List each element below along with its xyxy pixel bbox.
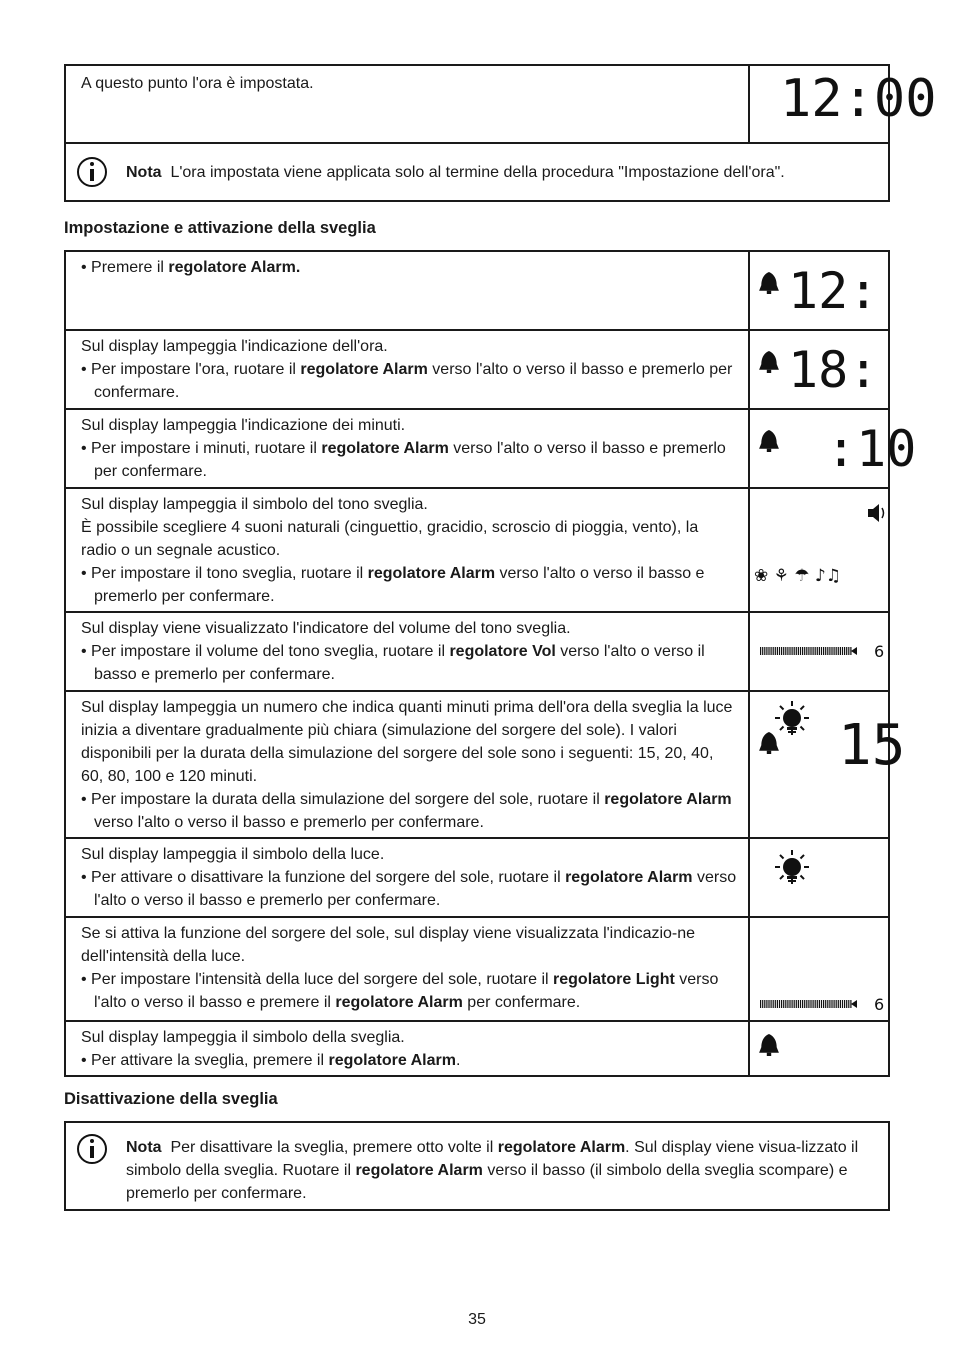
text-run: Sul display lampeggia il simbolo della sveglia. bbox=[81, 1029, 405, 1046]
text-line bbox=[81, 414, 738, 437]
step-row bbox=[66, 252, 888, 331]
step-row bbox=[66, 410, 917, 489]
step-text bbox=[66, 252, 748, 329]
text-line bbox=[81, 1026, 738, 1049]
text-run: Sul display lampeggia un numero che indica quanti minuti prima dell'ora della sveglia la luce inizia a diventare gradualmente più chiara (simulazione del sorgere del sole). I valori disponibili per la durata della simulazione del sorgere del sole sono i seguenti: 15, 20, 40, 60, 80, 100 e 120 minuti. bbox=[81, 699, 733, 785]
step-row bbox=[66, 918, 888, 1022]
bullet-line bbox=[81, 358, 738, 404]
lcd-time-digits bbox=[750, 66, 937, 142]
alarm-steps-table bbox=[64, 250, 917, 1077]
info-icon bbox=[66, 1123, 126, 1209]
text-line bbox=[81, 843, 738, 866]
text-line bbox=[81, 493, 738, 516]
bold-term: regolatore Vol bbox=[449, 643, 556, 660]
text-run: verso l'alto o verso il basso e premerlo per confermare. bbox=[94, 440, 726, 480]
text-run: Premere il bbox=[91, 259, 169, 276]
section-title-alarm-off: Disattivazione della sveglia bbox=[64, 1090, 278, 1108]
bullet: • bbox=[81, 791, 92, 808]
light-bulb-icon bbox=[775, 850, 809, 884]
info-icon-svg bbox=[66, 144, 126, 200]
lcd-graphic bbox=[750, 252, 888, 329]
bullet: • bbox=[81, 259, 92, 276]
bullet: • bbox=[81, 361, 92, 378]
text-line bbox=[81, 516, 738, 562]
bullet-line bbox=[81, 866, 738, 912]
info-icon bbox=[66, 144, 126, 200]
lcd-display bbox=[748, 331, 888, 408]
section-title-alarm-setup: Impostazione e attivazione della sveglia bbox=[64, 219, 376, 237]
text-run: Se si attiva la funzione del sorgere del sole, sul display viene visualizzata l'indicazio-ne dell'intensità della luce. bbox=[81, 925, 696, 965]
lcd-graphic bbox=[750, 410, 917, 487]
lcd-graphic bbox=[750, 489, 888, 611]
step-row bbox=[66, 1022, 888, 1075]
bell-icon bbox=[759, 1034, 779, 1056]
step-text bbox=[66, 331, 748, 408]
lcd-display bbox=[748, 410, 917, 487]
text-run: per confermare. bbox=[462, 994, 581, 1011]
bullet-line bbox=[81, 640, 738, 686]
lcd-time-text: 12:00 bbox=[780, 69, 937, 129]
bullet-line bbox=[81, 256, 738, 279]
bold-term: regolatore Alarm bbox=[300, 361, 428, 378]
text-run: Sul display viene visualizzato l'indicatore del volume del tono sveglia. bbox=[81, 620, 571, 637]
bold-term: regolatore Alarm bbox=[335, 994, 463, 1011]
text-run: verso il basso (il simbolo della sveglia scompare) e premerlo per confermare. bbox=[126, 1162, 848, 1202]
step-text bbox=[66, 410, 748, 487]
bold-term: regolatore Alarm bbox=[328, 1052, 456, 1069]
lcd-graphic bbox=[750, 331, 888, 408]
step-row bbox=[66, 839, 888, 918]
time-note-text bbox=[126, 161, 888, 184]
step-text bbox=[66, 613, 748, 690]
bold-term: regolatore Alarm bbox=[321, 440, 449, 457]
text-run: verso l'alto o verso il basso e premerlo per confermare. bbox=[94, 361, 733, 401]
bold-term: regolatore Alarm bbox=[604, 791, 732, 808]
text-run: verso l'alto o verso il basso e premerlo per confermare. bbox=[94, 814, 484, 831]
lcd-display bbox=[748, 918, 888, 1020]
text-line bbox=[81, 696, 738, 788]
lcd-display bbox=[748, 1022, 888, 1075]
text-run: Per attivare la sveglia, premere il bbox=[91, 1052, 329, 1069]
time-note bbox=[66, 144, 888, 200]
text-line bbox=[81, 335, 738, 358]
lcd-display bbox=[748, 613, 888, 690]
tone-icons: ❀ ⚘ ☂ ♪♫ bbox=[754, 566, 842, 586]
lcd-graphic bbox=[750, 918, 888, 1020]
note-body: L'ora impostata viene applicata solo al termine della procedura "Impostazione dell'ora". bbox=[170, 163, 785, 181]
bell-icon bbox=[759, 430, 779, 452]
bullet-line bbox=[81, 968, 738, 1014]
light-bulb-icon bbox=[775, 701, 809, 735]
bullet: • bbox=[81, 643, 92, 660]
step-text bbox=[66, 692, 748, 837]
time-set-row bbox=[66, 66, 937, 144]
note-label: Nota bbox=[126, 163, 162, 181]
alarm-off-note-text bbox=[126, 1123, 888, 1209]
volume-level: 6 bbox=[874, 642, 885, 661]
alarm-off-note bbox=[66, 1123, 888, 1209]
step-text bbox=[66, 489, 748, 611]
bold-term: regolatore Light bbox=[553, 971, 675, 988]
note-label: Nota bbox=[126, 1139, 162, 1156]
text-run: Sul display lampeggia il simbolo del tono sveglia. bbox=[81, 496, 428, 513]
step-text bbox=[66, 839, 748, 916]
lcd-digits: 12: bbox=[788, 262, 879, 320]
bell-icon bbox=[759, 272, 779, 294]
bold-term: regolatore Alarm bbox=[367, 565, 496, 582]
lcd-graphic bbox=[750, 613, 888, 690]
lcd-graphic bbox=[750, 1022, 888, 1075]
bullet: • bbox=[81, 565, 92, 582]
alarm-off-note-box bbox=[64, 1121, 890, 1211]
text-run: Sul display lampeggia l'indicazione dell'ora. bbox=[81, 338, 388, 355]
lcd-digits: :10 bbox=[826, 420, 917, 478]
text-run: verso l'alto o verso il basso e premerlo per confermare. bbox=[94, 869, 737, 909]
lcd-display-time bbox=[748, 66, 937, 142]
bullet-line bbox=[81, 562, 738, 608]
text-run: Per impostare l'intensità della luce del sorgere del sole, ruotare il bbox=[91, 971, 554, 988]
text-run: È possibile scegliere 4 suoni naturali (cinguettio, gracidio, scroscio di pioggia, vento), la radio o un segnale acustico. bbox=[81, 519, 699, 559]
step-row bbox=[66, 692, 906, 839]
text-run: Per impostare il tono sveglia, ruotare il bbox=[91, 565, 368, 582]
lcd-digits: 18: bbox=[788, 341, 879, 399]
text-run: Per impostare la durata della simulazione del sorgere del sole, ruotare il bbox=[91, 791, 605, 808]
lcd-display bbox=[748, 692, 906, 837]
text-run: verso l'alto o verso il basso e premerlo per confermare. bbox=[94, 643, 705, 683]
lcd-display bbox=[748, 489, 888, 611]
bullet: • bbox=[81, 971, 92, 988]
text-run: Per impostare l'ora, ruotare il bbox=[91, 361, 301, 378]
bullet-line bbox=[81, 437, 738, 483]
time-set-box bbox=[64, 64, 937, 202]
info-icon-svg bbox=[66, 1123, 126, 1209]
bullet-line bbox=[81, 1049, 738, 1072]
step-text bbox=[66, 1022, 748, 1075]
bold-term: regolatore Alarm. bbox=[168, 259, 301, 276]
step-text bbox=[66, 918, 748, 1020]
bold-term: regolatore Alarm bbox=[497, 1139, 626, 1156]
bold-term: regolatore Alarm bbox=[355, 1162, 483, 1179]
step-row bbox=[66, 613, 888, 692]
text-run: verso l'alto o verso il basso e premere il bbox=[94, 971, 719, 1011]
text-line bbox=[81, 617, 738, 640]
lcd-display bbox=[748, 252, 888, 329]
bullet: • bbox=[81, 440, 92, 457]
text-run: . bbox=[455, 1052, 461, 1069]
lcd-digits: 15 bbox=[838, 713, 906, 778]
text-run: Per attivare o disattivare la funzione del sorgere del sole, ruotare il bbox=[91, 869, 566, 886]
text-line bbox=[81, 922, 738, 968]
lcd-graphic bbox=[750, 692, 906, 837]
speaker-icon bbox=[868, 504, 884, 522]
text-run: verso l'alto o verso il basso e premerlo per confermare. bbox=[94, 565, 705, 605]
text-run: Per impostare i minuti, ruotare il bbox=[91, 440, 322, 457]
bullet-line bbox=[81, 788, 738, 834]
bullet: • bbox=[81, 869, 92, 886]
text-run: Sul display lampeggia l'indicazione dei minuti. bbox=[81, 417, 406, 434]
text-run: Sul display lampeggia il simbolo della luce. bbox=[81, 846, 385, 863]
volume-level: 6 bbox=[874, 995, 885, 1014]
bell-icon bbox=[759, 351, 779, 373]
text-run: . Sul display viene visua-lizzato il simbolo della sveglia. Ruotare il bbox=[126, 1139, 859, 1179]
volume-bar bbox=[760, 642, 884, 661]
page-number: 35 bbox=[468, 1311, 486, 1328]
lcd-graphic bbox=[750, 839, 888, 916]
step-row bbox=[66, 489, 888, 613]
text-run: Per disattivare la sveglia, premere otto volte il bbox=[170, 1139, 498, 1156]
lcd-display bbox=[748, 839, 888, 916]
volume-bar bbox=[760, 995, 884, 1014]
text-run: Per impostare il volume del tono sveglia, ruotare il bbox=[91, 643, 450, 660]
step-row bbox=[66, 331, 888, 410]
bold-term: regolatore Alarm bbox=[565, 869, 693, 886]
bell-icon bbox=[759, 732, 779, 754]
time-set-text: A questo punto l'ora è impostata. bbox=[81, 75, 314, 92]
bullet: • bbox=[81, 1052, 92, 1069]
